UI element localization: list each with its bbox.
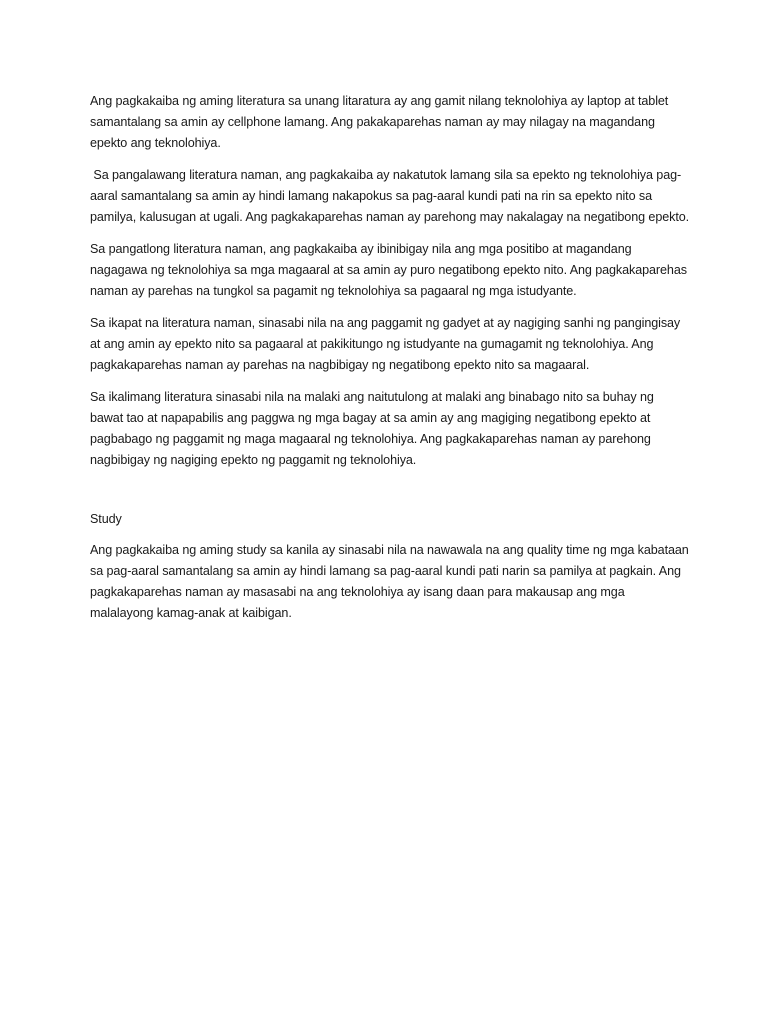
document-body xyxy=(90,91,693,635)
paragraph-literatura-1: Ang pagkakaiba ng aming literatura sa unang litaratura ay ang gamit nilang teknolohiya ay laptop at tablet samantalang sa amin ay cellphone lamang. Ang pakakaparehas naman ay may nilagay na magandang epekto ang teknolohiya. xyxy=(90,94,672,150)
paragraph-study: Ang pagkakaiba ng aming study sa kanila ay sinasabi nila na nawawala na ang quality time ng mga kabataan sa pag-aaral samantalang sa amin ay hindi lamang sa pag-aaral kundi pati narin sa pamilya at pagkain. Ang pagkakaparehas naman ay masasabi na ang teknolohiya ay isang daan para makausap ang mga malalayong kamag-anak at kaibigan. xyxy=(90,543,693,620)
paragraph-literatura-3: Sa pangatlong literatura naman, ang pagkakaiba ay ibinibigay nila ang mga positibo at magandang nagagawa ng teknolohiya sa mga magaaral at sa amin ay puro negatibong epekto nito. Ang pagkakaparehas naman ay parehas na tungkol sa pagamit ng teknolohiya sa pagaaral ng mga istudyante. xyxy=(90,242,691,298)
section-heading-study: Study xyxy=(90,512,122,526)
paragraph-literatura-2: Sa pangalawang literatura naman, ang pagkakaiba ay nakatutok lamang sila sa epekto ng teknolohiya pag-aaral samantalang sa amin ay hindi lamang nakapokus sa pag-aaral kundi pati na rin sa epekto nito sa pamilya, kalusugan at ugali. Ang pagkakaparehas naman ay parehong may nakalagay na negatibong epekto. xyxy=(90,168,690,224)
paragraph-literatura-5: Sa ikalimang literatura sinasabi nila na malaki ang naitutulong at malaki ang binabago nito sa buhay ng bawat tao at napapabilis ang paggwa ng mga bagay at sa amin ay ang magiging negatibong epekto at pagbabago ng paggamit ng maga magaaral ng teknolohiya. Ang pagkakaparehas naman ay parehong nagbibigay ng nagiging epekto ng paggamit ng teknolohiya. xyxy=(90,390,658,467)
paragraph-literatura-4: Sa ikapat na literatura naman, sinasabi nila na ang paggamit ng gadyet at ay nagiging sanhi ng pangingisay at ang amin ay epekto nito sa pagaaral at pakikitungo ng istudyante na gumagamit ng teknolohiya. Ang pagkakaparehas naman ay parehas na nagbibigay ng negatibong epekto nito sa magaaral. xyxy=(90,316,684,372)
